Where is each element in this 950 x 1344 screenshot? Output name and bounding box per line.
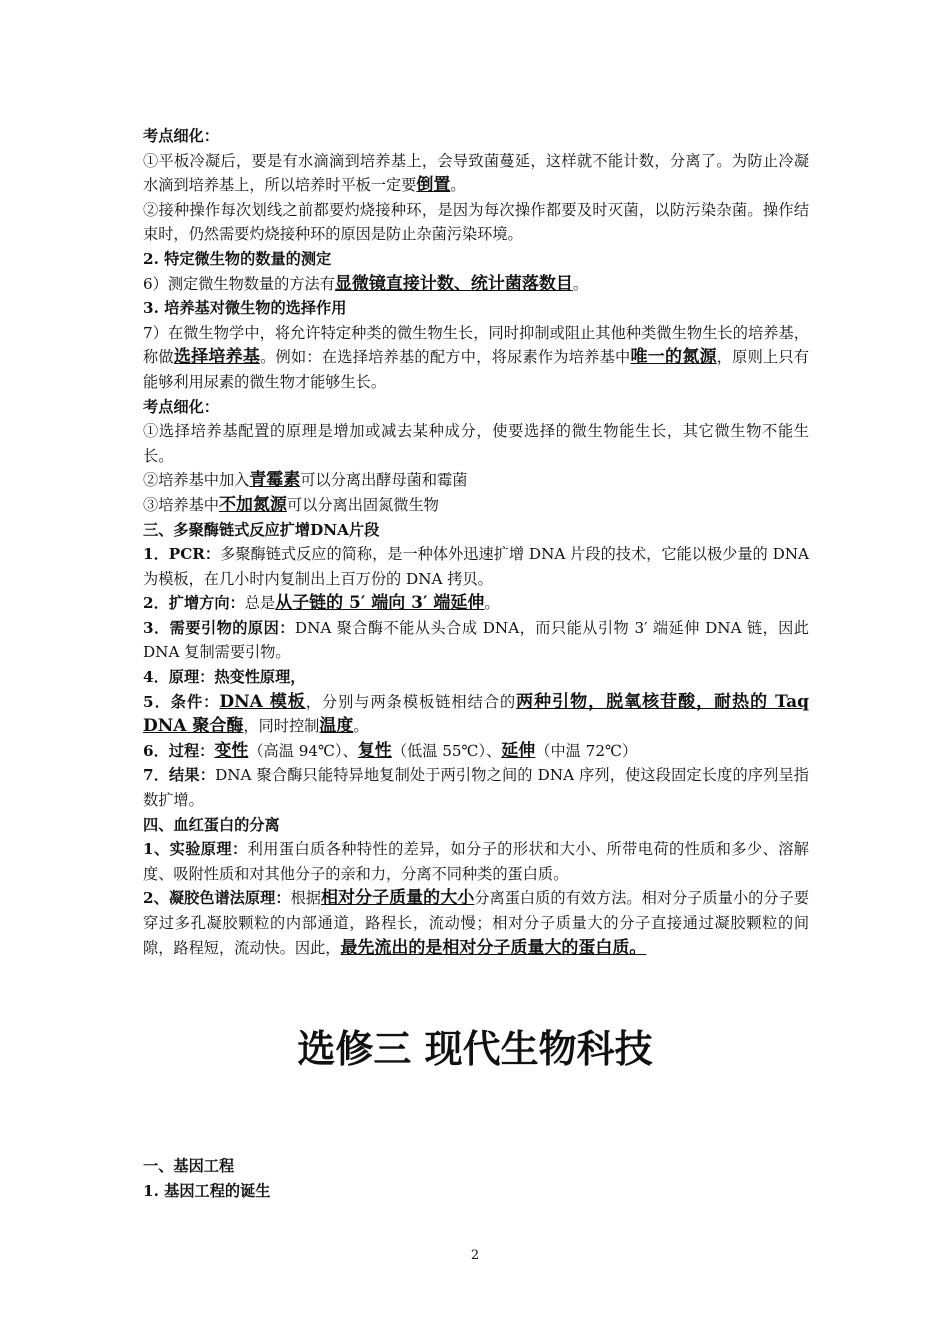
paragraph: 7）在微生物学中，将允许特定种类的微生物生长，同时抑制或阻止其他种类微生物生长的培养基，称做选择培养基。例如：在选择培养基的配方中，将尿素作为培养基中唯一的氮源，原则上只有能够利用尿素的微生物才能够生长。 [143, 323, 810, 391]
paragraph: 5．条件：DNA 模板，分别与两条模板链相结合的两种引物，脱氧核苷酸，耐热的 Taq DNA 聚合酶，同时控制温度。 [143, 691, 809, 737]
subheading: 考点细化： [143, 127, 219, 145]
page-number: 2 [470, 1248, 480, 1263]
paragraph: 6．过程：变性（高温 94℃）、复性（低温 55℃）、延伸（中温 72℃） [143, 740, 638, 761]
paragraph: 3．需要引物的原因：DNA 聚合酶不能从头合成 DNA，而只能从引物 3′ 端延伸 DNA 链，因此 DNA 复制需要引物。 [143, 618, 809, 662]
section-heading: 三、多聚酶链式反应扩增DNA片段 [143, 520, 380, 539]
paragraph: ①平板冷凝后，要是有水滴滴到培养基上，会导致菌蔓延，这样就不能计数，分离了。为防止冷凝水滴到培养基上，所以培养时平板一定要倒置。 [143, 151, 809, 196]
paragraph: ①选择培养基配置的原理是增加或减去某种成分，使要选择的微生物能生长，其它微生物不能生长。 [143, 422, 809, 465]
paragraph: ②培养基中加入青霉素可以分离出酵母菌和霉菌 [143, 470, 468, 491]
paragraph: ②接种操作每次划线之前都要灼烧接种环，是因为每次操作都要及时灭菌，以防污染杂菌。操作结束时，仍然需要灼烧接种环的原因是防止杂菌污染环境。 [143, 200, 809, 244]
paragraph: 2、凝胶色谱法原理：根据相对分子质量的大小分离蛋白质的有效方法。相对分子质量小的分子要穿过多孔凝胶颗粒的内部通道，路程长，流动慢；相对分子质量大的分子直接通过凝胶颗粒的间隙，路程短，流动快。因此，最先流出的是相对分子质量大的蛋白质。 [143, 888, 810, 958]
section-heading: 一、基因工程 [143, 1157, 235, 1175]
paragraph: 6）测定微生物数量的方法有显微镜直接计数、统计菌落数目。 [143, 273, 589, 294]
paragraph: 7．结果：DNA 聚合酶只能特异地复制处于两引物之间的 DNA 序列，使这段固定长度的序列呈指数扩增。 [143, 766, 809, 810]
section-heading: 1. 基因工程的诞生 [143, 1181, 271, 1200]
section-heading: 2. 特定微生物的数量的测定 [143, 249, 332, 268]
chapter-title: 选修三 现代生物科技 [297, 1027, 653, 1071]
body-text-continued [143, 1154, 809, 1203]
section-heading: 3. 培养基对微生物的选择作用 [143, 299, 347, 318]
paragraph: 1、实验原理：利用蛋白质各种特性的差异，如分子的形状和大小、所带电荷的性质和多少、溶解度、吸附性质和对其他分子的亲和力，分离不同种类的蛋白质。 [143, 840, 809, 883]
body-text [143, 124, 809, 960]
paragraph: 2．扩增方向：总是从子链的 5′ 端向 3′ 端延伸。 [143, 593, 500, 614]
paragraph: 4．原理：热变性原理， [143, 668, 306, 687]
section-heading: 四、血红蛋白的分离 [143, 815, 280, 834]
subheading: 考点细化： [143, 397, 219, 416]
paragraph: ③培养基中不加氮源可以分离出固氮微生物 [143, 494, 439, 515]
paragraph: 1．PCR：多聚酶链式反应的简称，是一种体外迅速扩增 DNA 片段的技术，它能以极少量的 DNA 为模板，在几小时内复制出上百万份的 DNA 拷贝。 [143, 545, 810, 588]
